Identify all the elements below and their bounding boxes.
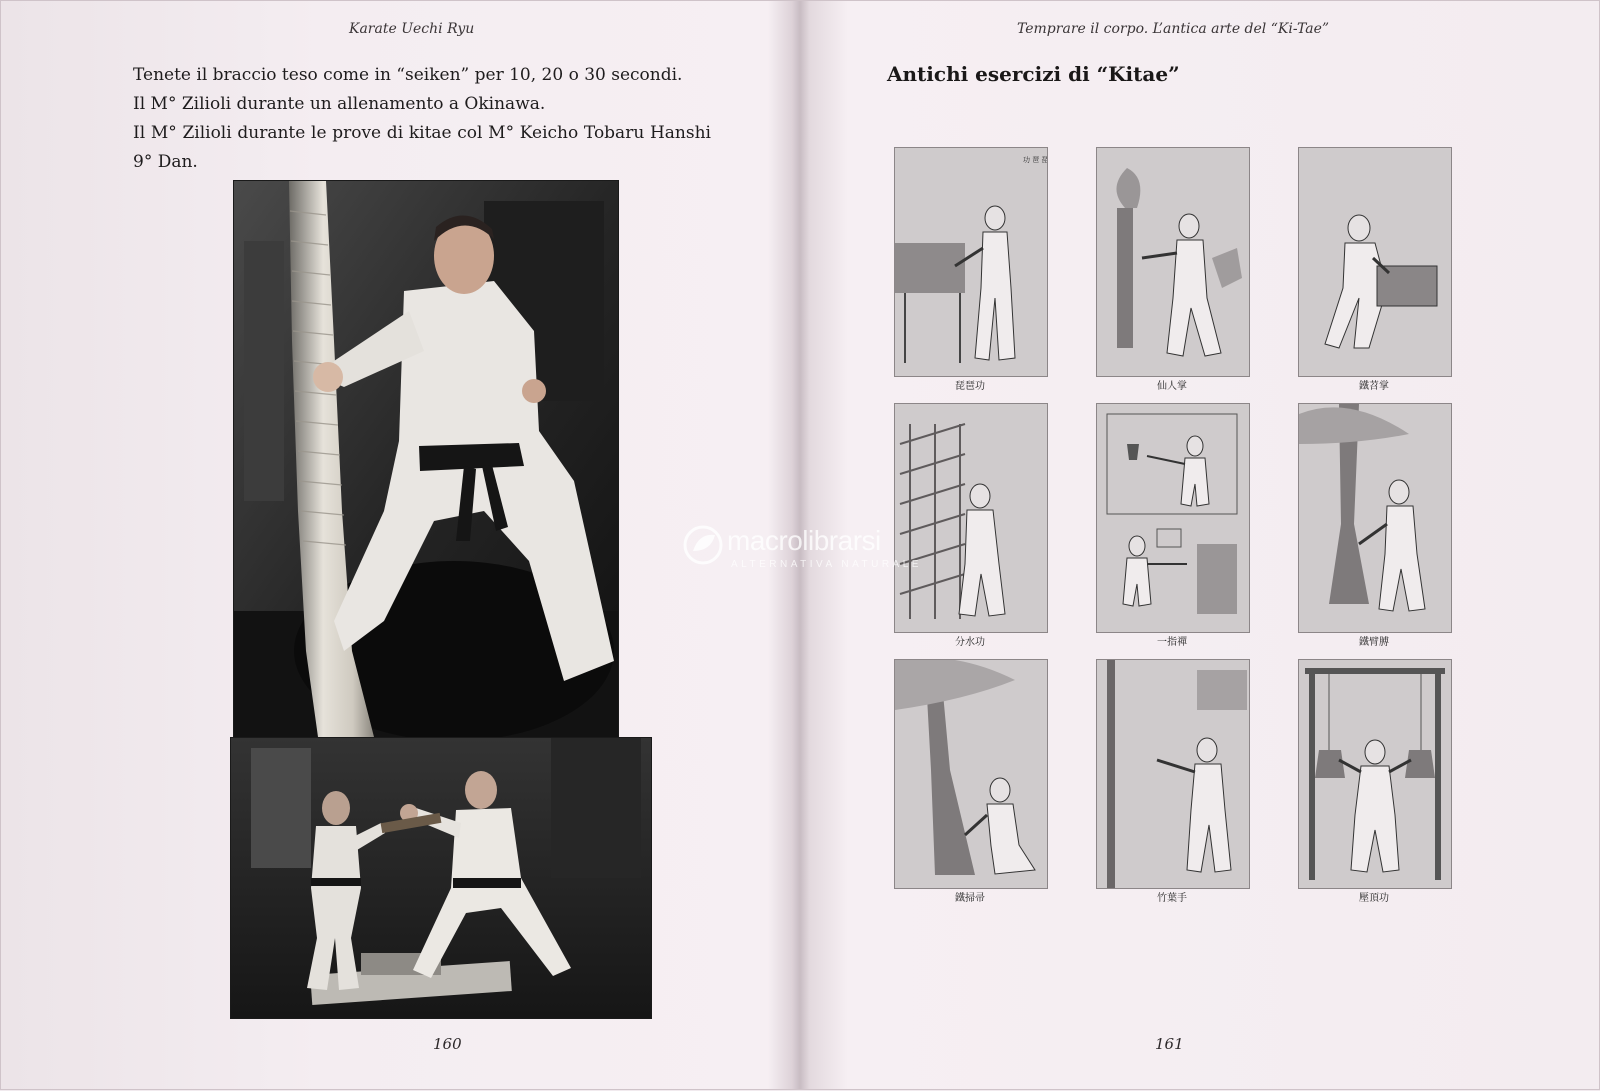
illustration-2-label: 仙人掌 bbox=[1157, 381, 1187, 392]
illustration-7 bbox=[894, 659, 1048, 889]
caption-2: Il M° Zilioli durante un allenamento a Okinawa. bbox=[133, 94, 546, 114]
illustration-4-label: 分水功 bbox=[955, 637, 985, 648]
photo-karateka-striking-post bbox=[234, 181, 618, 737]
illustration-9-label: 壓頂功 bbox=[1359, 893, 1389, 904]
running-head-left: Karate Uechi Ryu bbox=[349, 21, 475, 37]
running-head-right: Temprare il corpo. L’antica arte del “Ki-Tae” bbox=[1017, 21, 1330, 37]
illustration-5 bbox=[1096, 403, 1250, 633]
illustration-8 bbox=[1096, 659, 1250, 889]
caption-3: Il M° Zilioli durante le prove di kitae col M° Keicho Tobaru Hanshi 9° Dan. bbox=[133, 123, 711, 172]
svg-text:功 琶 琵: 功 琶 琵 bbox=[1023, 156, 1047, 164]
illustration-6 bbox=[1298, 403, 1452, 633]
section-title: Antichi esercizi di “Kitae” bbox=[887, 62, 1180, 86]
illustration-3-label: 鐵苕掌 bbox=[1359, 381, 1389, 392]
illustration-7-label: 鐵掃帚 bbox=[955, 893, 985, 904]
photo-kitae-training-with-master bbox=[231, 738, 651, 1018]
illustration-1 bbox=[894, 147, 1048, 377]
illustration-1-label: 琵琶功 bbox=[955, 381, 985, 392]
page-number-left: 160 bbox=[433, 1035, 462, 1053]
illustration-9 bbox=[1298, 659, 1452, 889]
illustration-3 bbox=[1298, 147, 1452, 377]
caption-1: Tenete il braccio teso come in “seiken” per 10, 20 o 30 secondi. bbox=[133, 65, 683, 85]
illustration-6-label: 鐵臂膊 bbox=[1359, 637, 1389, 648]
illustration-4 bbox=[894, 403, 1048, 633]
leaf-logo-icon bbox=[681, 523, 725, 567]
illustration-2 bbox=[1096, 147, 1250, 377]
watermark bbox=[673, 519, 933, 579]
watermark-tagline: ALTERNATIVA NATURALE bbox=[731, 559, 922, 570]
illustration-8-label: 竹葉手 bbox=[1157, 893, 1187, 904]
photo-captions bbox=[111, 61, 711, 177]
page-number-right: 161 bbox=[1155, 1035, 1184, 1053]
watermark-brand: macrolibrarsi bbox=[727, 525, 881, 556]
illustration-5-label: 一指禪 bbox=[1157, 637, 1187, 648]
